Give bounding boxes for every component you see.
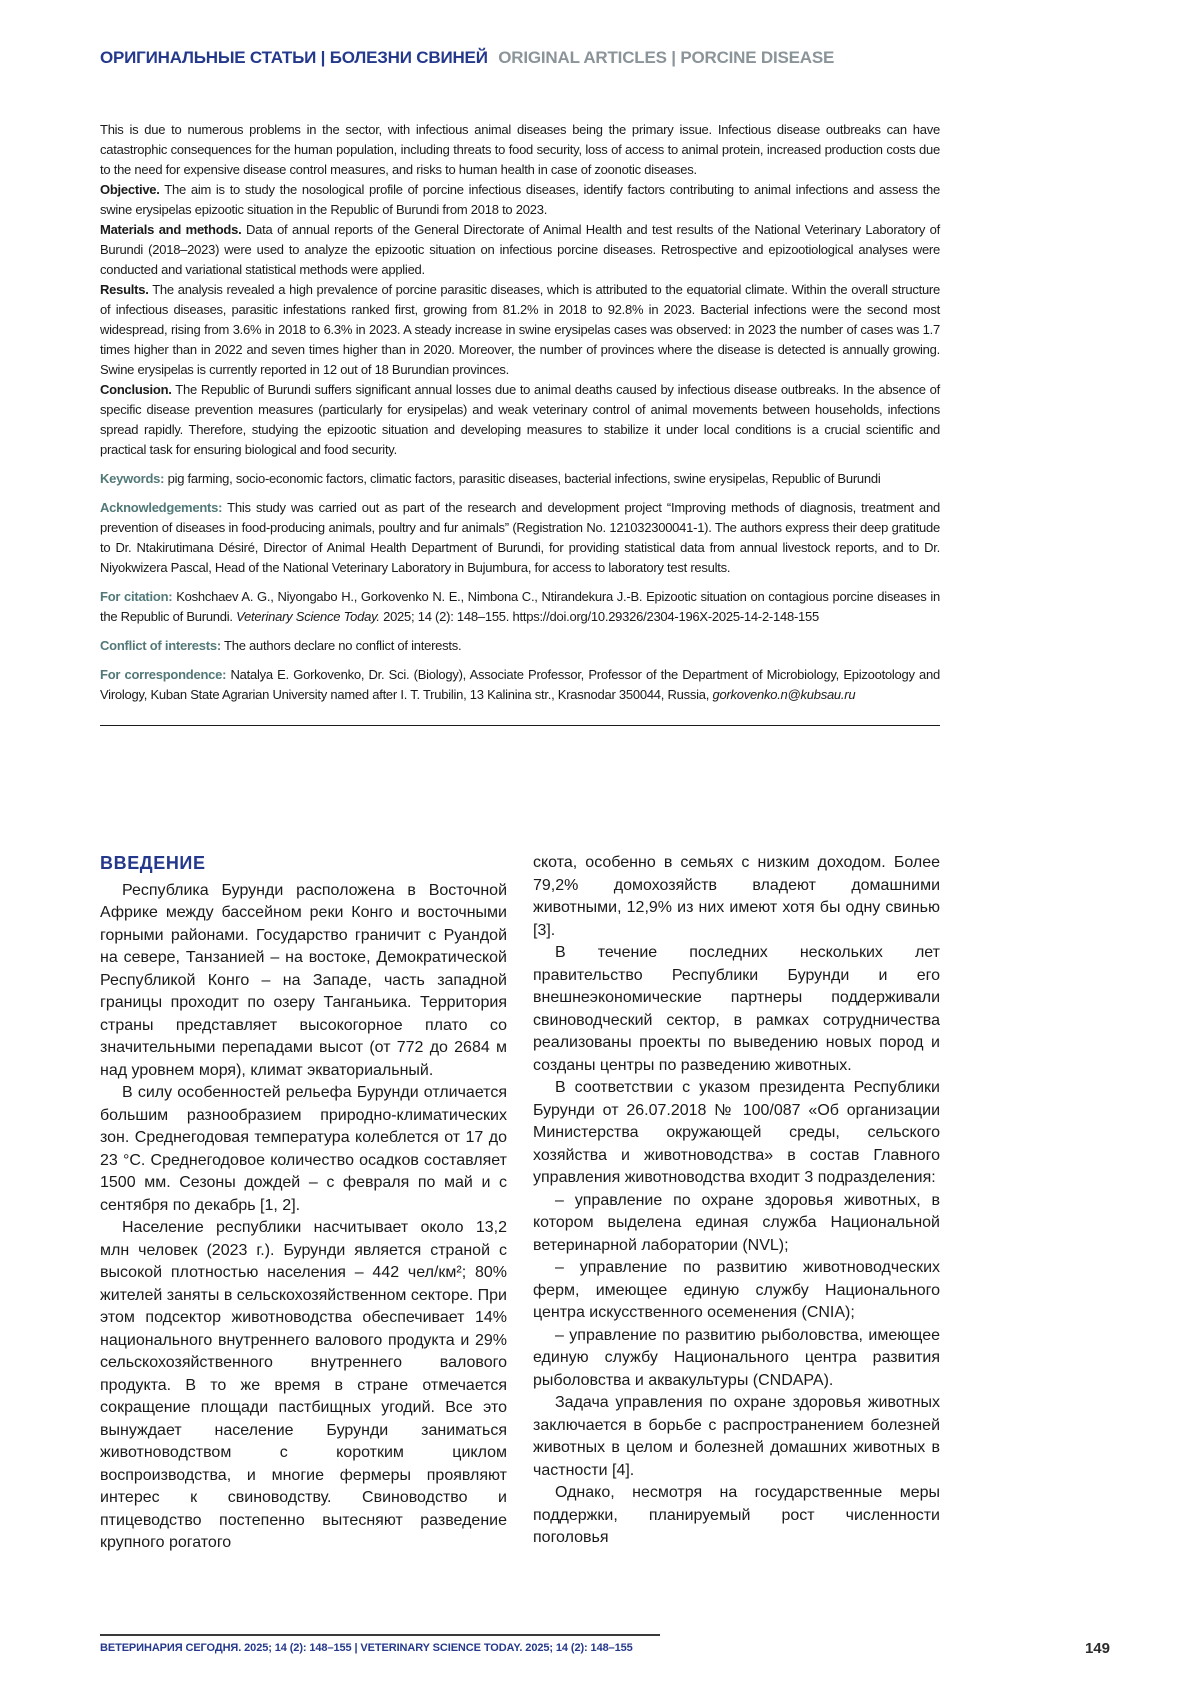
acknowledgements-row (100, 498, 940, 578)
category-title-ru: ОРИГИНАЛЬНЫЕ СТАТЬИ | БОЛЕЗНИ СВИНЕЙ (100, 48, 488, 67)
abstract-conclusion (100, 380, 940, 460)
section-divider (100, 725, 940, 726)
conclusion-text: The Republic of Burundi suffers significant annual losses due to animal deaths caused by infectious disease outbreaks. In the absence of specific disease prevention measures (particularly for erysipelas) and weak veterinary control of animal movements between households, infections spread rapidly. Therefore, studying the epizootic situation and developing measures to stabilize it under local conditions is a crucial scientific and practical task for ensuring biological and food security. (100, 382, 940, 457)
page-number: 149 (1084, 1640, 1110, 1657)
objective-label: Objective. (100, 182, 160, 197)
materials-methods-label: Materials and methods. (100, 222, 242, 237)
intro-paragraph: В силу особенностей рельефа Бурунди отличается большим разнообразием природно-климатических зон. Среднегодовая температура колеблется от 17 до 23 °C. Среднегодовое количество осадков составляет 1500 мм. Сезоны дождей – с февраля по май и с сентября по декабрь [1, 2]. (100, 1084, 507, 1214)
abstract-block (100, 120, 940, 726)
conflict-label: Conflict of interests: (100, 638, 221, 653)
intro-paragraph: Задача управления по охране здоровья животных заключается в борьбе с распространением болезней животных в целом и болезней домашних животных в частности [4]. (533, 1394, 940, 1479)
intro-list-item: – управление по охране здоровья животных, в котором выделена единая служба Национальной ветеринарной лаборатории (NVL); (533, 1191, 940, 1254)
correspondence-label: For correspondence: (100, 667, 227, 682)
correspondence-text: Natalya E. Gorkovenko, Dr. Sci. (Biology), Associate Professor, Professor of the Department of Microbiology, Epizootology and Virology, Kuban State Agrarian University named after I. T. Trubilin, 13 Kalinina str., Krasnodar 350044, Russia, (100, 667, 940, 702)
intro-paragraph: Население республики насчитывает около 13,2 млн человек (2023 г.). Бурунди является страной с высокой плотностью населения – 442 чел/км²; 80% жителей заняты в сельскохозяйственном секторе. При этом подсектор животноводства обеспечивает 14% национального внутреннего валового продукта и 29% сельскохозяйственного внутреннего валового продукта. В то же время в стране отмечается сокращение площади пастбищных угодий. Все это вынуждает население Бурунди заниматься животноводством с коротким циклом воспроизводства, и многие фермеры проявляют интерес к свиноводству. Свиноводство и птицеводство постепенно вытесняют разведение крупного рогатого (100, 1219, 507, 1551)
correspondence-row (100, 665, 940, 705)
citation-label: For citation: (100, 589, 173, 604)
intro-paragraph: Республика Бурунди расположена в Восточной Африке между бассейном реки Конго и восточными горными районами. Государство граничит с Руандой на севере, Танзанией – на востоке, Демократической Республикой Конго – на Западе, часть западной границы проходит по озеру Танганьика. Территория страны представляет высокогорное плато со значительными перепадами высот (от 772 до 2684 м над уровнем моря), климат экваториальный. (100, 881, 507, 1079)
materials-methods-text: Data of annual reports of the General Directorate of Animal Health and test results of the National Veterinary Laboratory of Burundi (2018–2023) were used to analyze the epizootic situation on infectious porcine diseases. Retrospective and epizootiological analyses were conducted and variational statistical methods were applied. (100, 222, 940, 277)
intro-list-item: – управление по развитию животноводческих ферм, имеющее единую службу Национального центра искусственного осеменения (CNIA); (533, 1259, 940, 1321)
objective-text: The aim is to study the nosological profile of porcine infectious diseases, identify factors contributing to animal infections and assess the swine erysipelas epizootic situation in the Republic of Burundi from 2018 to 2023. (100, 182, 940, 217)
conclusion-label: Conclusion. (100, 382, 172, 397)
citation-journal-name: Veterinary Science Today. (236, 609, 380, 624)
citation-text-post: 2025; 14 (2): 148–155. https://doi.org/10.29326/2304-196X-2025-14-2-148-155 (383, 609, 819, 624)
acknowledgements-text: This study was carried out as part of the research and development project “Improving methods of diagnosis, treatment and prevention of diseases in food-producing animals, poultry and fur animals” (Registration No. 121032300041-1). The authors express their deep gratitude to Dr. Ntakirutimana Désiré, Director of Animal Health Department of Burundi, for providing statistical data from annual livestock reports, and to Dr. Niyokwizera Pascal, Head of the National Veterinary Laboratory in Bujumbura, for access to laboratory test results. (100, 500, 940, 575)
citation-row (100, 587, 940, 627)
intro-paragraph: скота, особенно в семьях с низким доходом. Более 79,2% домохозяйств владеют домашними животными, 12,9% из них имеют хотя бы одну свинью [3]. (533, 854, 940, 939)
results-text: The analysis revealed a high prevalence of porcine parasitic diseases, which is attributed to the equatorial climate. Within the overall structure of infectious diseases, parasitic infestations ranked first, growing from 81.2% in 2018 to 92.8% in 2023. Bacterial infections were the second most widespread, rising from 3.6% in 2018 to 6.3% in 2023. A steady increase in swine erysipelas cases was observed: in 2023 the number of cases was 1.7 times higher than in 2022 and seven times higher than in 2020. Moreover, the number of provinces where the disease is detected is annually growing. Swine erysipelas is currently reported in 12 out of 18 Burundian provinces. (100, 282, 940, 377)
article-category-header (100, 48, 1100, 68)
keywords-text: pig farming, socio-economic factors, climatic factors, parasitic diseases, bacterial infections, swine erysipelas, Republic of Burundi (167, 471, 881, 486)
keywords-row (100, 469, 940, 489)
citation-text-pre: Koshchaev A. G., Niyongabo H., Gorkovenko N. E., Nimbona C., Ntirandekura J.-B. Epizootic situation on contagious porcine diseases in the Republic of Burundi. (100, 589, 940, 624)
intro-paragraph: В соответствии с указом президента Республики Бурунди от 26.07.2018 № 100/087 «Об организации Министерства окружающей среды, сельского хозяйства и животноводства» в состав Главного управления животноводства входит 3 подразделения: (533, 1079, 940, 1186)
introduction-section (100, 852, 940, 1555)
introduction-heading: ВВЕДЕНИЕ (100, 853, 206, 873)
journal-footer-line: ВЕТЕРИНАРИЯ СЕГОДНЯ. 2025; 14 (2): 148–155 | VETERINARY SCIENCE TODAY. 2025; 14 (2): 148–155 (100, 1634, 660, 1654)
results-label: Results. (100, 282, 149, 297)
category-title-en: ORIGINAL ARTICLES | PORCINE DISEASE (498, 48, 835, 67)
abstract-materials-methods (100, 220, 940, 280)
abstract-results (100, 280, 940, 380)
intro-list-item: – управление по развитию рыболовства, имеющее единую службу Национального центра развития рыболовства и аквакультуры (CNDAPA). (533, 1326, 940, 1389)
conflict-of-interests-row (100, 636, 940, 656)
intro-paragraph: Однако, несмотря на государственные меры поддержки, планируемый рост численности поголовья (533, 1484, 940, 1546)
conflict-text: The authors declare no conflict of interests. (224, 638, 462, 653)
page-footer (100, 1634, 1110, 1657)
intro-right-column (533, 852, 940, 1555)
keywords-label: Keywords: (100, 471, 165, 486)
abstract-lead-paragraph: This is due to numerous problems in the sector, with infectious animal diseases being the primary issue. Infectious disease outbreaks can have catastrophic consequences for the human population, including threats to food security, loss of access to animal protein, increased production costs due to the need for expensive disease control measures, and risks to human health in case of zoonotic diseases. (100, 122, 940, 177)
acknowledgements-label: Acknowledgements: (100, 500, 223, 515)
abstract-objective (100, 180, 940, 220)
intro-paragraph: В течение последних нескольких лет правительство Республики Бурунди и его внешнеэкономические партнеры поддерживали свиноводческий сектор, в рамках сотрудничества реализованы проекты по выведению новых пород и созданы центры по разведению животных. (533, 944, 940, 1074)
intro-left-column (100, 852, 507, 1555)
correspondence-email: gorkovenko.n@kubsau.ru (712, 687, 856, 702)
